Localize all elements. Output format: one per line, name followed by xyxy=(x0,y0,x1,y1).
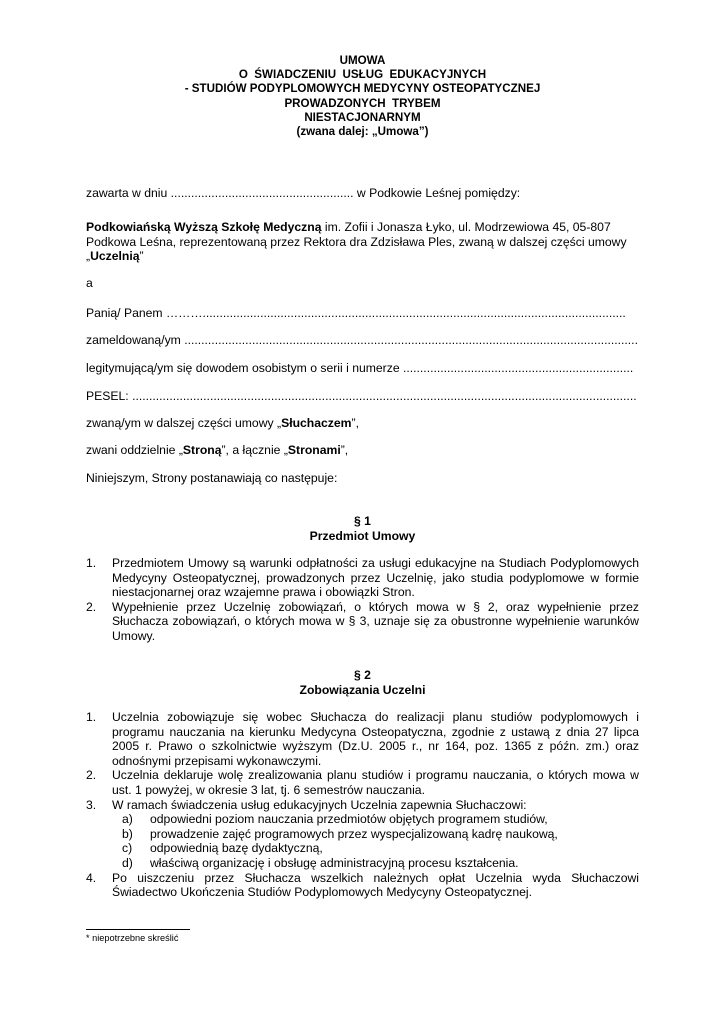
item-line: 2005 r. Prawo o szkolnictwie wyższym (Dz.U. 2005 r., nr 164, poz. 1365 z późn. zm.) oraz xyxy=(112,739,639,754)
title-line: - STUDIÓW PODYPLOMOWYCH MEDYCYNY OSTEOPATYCZNEJ xyxy=(184,82,541,96)
sub-item-text: odpowiedni poziom nauczania przedmiotów objętych programem studiów, xyxy=(150,812,548,827)
and-line xyxy=(86,276,639,291)
sub-item xyxy=(112,827,639,842)
section-2-header xyxy=(86,668,639,697)
item-number: 1. xyxy=(86,556,97,570)
sub-item-letter: a) xyxy=(122,812,133,827)
section-2-heading: Zobowiązania Uczelni xyxy=(299,682,426,697)
party-university-line3 xyxy=(86,249,639,264)
contract-title xyxy=(86,54,639,139)
parties-alias-line xyxy=(86,443,639,458)
item-line: odnośnymi przepisami wykonawczymi. xyxy=(112,753,322,768)
registered-field[interactable]: zameldowaną/ym ...................................................................................................................................... xyxy=(86,333,638,347)
sub-item-letter: b) xyxy=(122,826,133,841)
concluded-on-date-line xyxy=(86,186,639,201)
item-line: Uczelnia zobowiązuje się wobec Słuchacza do realizacji planu studiów podyplomowych i xyxy=(112,710,639,724)
student-alias-post: ”, xyxy=(351,416,359,430)
quote-open: „ xyxy=(86,249,91,264)
sub-item-text: właściwą organizację i obsługę administracyjną procesu kształcenia. xyxy=(150,855,519,870)
sub-item-text: prowadzenie zajęć programowych przez wyspecjalizowaną kadrę naukową, xyxy=(150,826,558,841)
item-number: 4. xyxy=(86,870,97,885)
section-2-item xyxy=(86,871,639,900)
mr-mrs-field[interactable]: Panią/ Panem ………............................................................................................................................. xyxy=(86,306,626,320)
pesel-line xyxy=(86,389,639,404)
pesel-field[interactable]: PESEL: ..................................................................................................................................................... xyxy=(86,389,637,403)
party-university-line2: Podkowa Leśna, reprezentowaną przez Rektora dra Zdzisława Ples, zwaną w dalszej części umowy xyxy=(86,234,627,249)
registered-line xyxy=(86,333,639,348)
item-number: 1. xyxy=(86,710,97,724)
item-line: Medycyny Osteopatycznej, prowadzonych przez Uczelnię, jako studia podyplomowe w formie xyxy=(112,570,639,585)
section-2-number: § 2 xyxy=(354,668,371,682)
section-1-heading: Przedmiot Umowy xyxy=(309,528,416,543)
item-number: 2. xyxy=(86,599,97,614)
item-line: Umowy. xyxy=(112,628,156,643)
student-alias-line xyxy=(86,416,639,431)
party-alias: Stroną xyxy=(182,443,222,457)
parties-post: ”, xyxy=(340,443,349,457)
section-1-header xyxy=(86,514,639,543)
item-line: niestacjonarnej oraz wzajemne prawa i obowiązki Stron. xyxy=(112,585,415,600)
item-line: Uczelnia deklaruje wolę zrealizowania planu studiów i programu nauczania, o których mowa w xyxy=(112,768,639,783)
section-1-number: § 1 xyxy=(354,514,371,528)
concluded-text: zawarta w dniu ...................................................... w Podkowie Leśnej pomiędzy: xyxy=(86,186,521,200)
party-university xyxy=(86,220,639,264)
student-alias-text xyxy=(86,416,639,431)
section-2-item xyxy=(86,710,639,768)
university-alias: Uczelnią xyxy=(90,249,140,264)
section-2-item xyxy=(86,768,639,797)
item-number: 2. xyxy=(86,768,97,783)
section-2-list xyxy=(86,710,639,900)
mr-mrs-line xyxy=(86,306,639,321)
item-line: ust. 1 powyżej, w okresie 3 lat, tj. 6 semestrów nauczania. xyxy=(112,782,425,797)
agreement-text: Niniejszym, Strony postanawiają co następuje: xyxy=(86,471,338,485)
title-line: (zwana dalej: „Umowa”) xyxy=(296,125,429,139)
item-line: Po uiszczeniu przez Słuchacza wszelkich należnych opłat Uczelnia wyda Słuchaczowi xyxy=(112,870,639,885)
title-line: NIESTACJONARNYM xyxy=(304,110,421,124)
sub-item xyxy=(112,841,639,856)
section-1-list xyxy=(86,556,639,644)
university-address: im. Zofii i Jonasza Łyko, ul. Modrzewiowa 45, 05-807 xyxy=(321,220,611,234)
university-name: Podkowiańską Wyższą Szkołę Medyczną xyxy=(86,220,322,234)
item-line: Słuchacza zobowiązań, o których mowa w § 3, uznaje się za obustronne wypełnienie warunków xyxy=(112,614,639,629)
parties-pre: zwani oddzielnie „ xyxy=(86,443,183,457)
section-1-item xyxy=(86,556,639,600)
and-text: a xyxy=(86,276,93,290)
id-card-field[interactable]: legitymującą/ym się dowodem osobistym o serii i numerze .................................................................... xyxy=(86,361,634,375)
title-line: PROWADZONYCH TRYBEM xyxy=(284,96,441,110)
title-line: UMOWA xyxy=(339,54,386,67)
sub-item-letter: c) xyxy=(122,841,133,856)
item-line: W ramach świadczenia usług edukacyjnych Uczelnia zapewnia Słuchaczowi: xyxy=(112,797,527,812)
section-2-item xyxy=(86,798,639,871)
agreement-line xyxy=(86,471,639,486)
item-line: Wypełnienie przez Uczelnię zobowiązań, o których mowa w § 2, oraz wypełnienie przez xyxy=(112,599,639,614)
parties-alias: Stronami xyxy=(287,443,341,457)
sub-list xyxy=(112,812,639,870)
sub-item xyxy=(112,856,639,871)
sub-item-text: odpowiednią bazę dydaktyczną, xyxy=(150,841,323,856)
student-alias: Słuchaczem xyxy=(281,416,352,430)
party-university-line1 xyxy=(86,220,639,235)
parties-alias-text xyxy=(86,443,639,458)
section-1-item xyxy=(86,600,639,644)
footnote: * niepotrzebne skreślić xyxy=(86,933,179,943)
id-card-line xyxy=(86,361,639,376)
footnote-separator xyxy=(86,929,190,930)
title-line: O ŚWIADCZENIU USŁUG EDUKACYJNYCH xyxy=(238,68,487,82)
item-line: Przedmiotem Umowy są warunki odpłatności za usługi edukacyjne na Studiach Podyplomowych xyxy=(112,556,639,570)
item-line: Świadectwo Ukończenia Studiów Podyplomowych Medycyny Osteopatycznej. xyxy=(112,885,532,900)
quote-close: ” xyxy=(139,249,144,264)
sub-item-letter: d) xyxy=(122,855,133,870)
item-line: programu nauczania na kierunku Medycyna Osteopatyczna, zgodnie z ustawą z dnia 27 lipca xyxy=(112,724,639,739)
item-number: 3. xyxy=(86,797,97,812)
parties-mid: ”, a łącznie „ xyxy=(221,443,288,457)
student-alias-pre: zwaną/ym w dalszej części umowy „ xyxy=(86,416,282,430)
sub-item xyxy=(112,812,639,827)
